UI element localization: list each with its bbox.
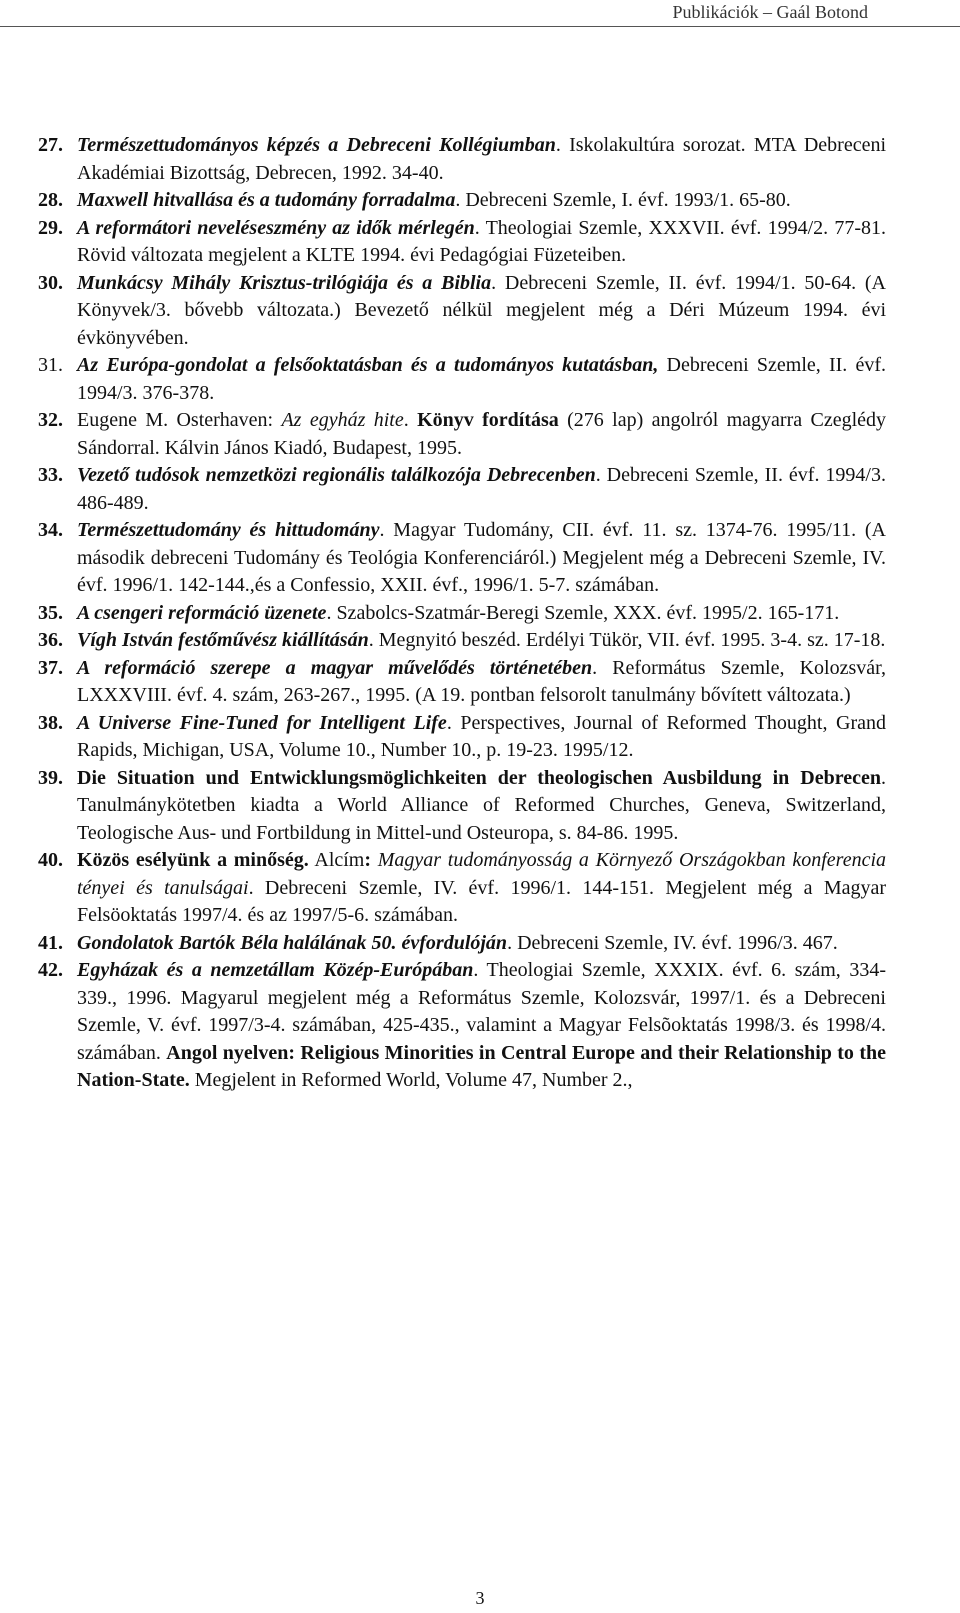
entry-italic-text: Az egyház hite [281, 409, 404, 431]
entry-number: 36. [38, 629, 63, 651]
entry-text: . Debreceni Szemle, IV. évf. 1996/3. 467. [507, 931, 838, 954]
entry-text: . Szabolcs-Szatmár-Beregi Szemle, XXX. évf. 1995/2. 165-171. [326, 601, 840, 624]
entry-number: 39. [38, 766, 63, 789]
header-rule [0, 26, 960, 27]
entry-title: : [364, 849, 372, 871]
entry-number: 31. [38, 354, 63, 376]
publication-entry [38, 655, 886, 710]
entry-title: A csengeri reformáció üzenete [77, 601, 327, 624]
entry-title: Maxwell hitvallása és a tudomány forradalma [77, 189, 456, 211]
publication-entry [38, 710, 886, 765]
publication-entry [38, 407, 886, 462]
publication-entry [38, 462, 886, 517]
entry-text: . Theologiai Szemle, XXXVII. évf. 1994/2. 77-81. Rövid változata megjelent a KLTE 1994. évi Pedagógiai Füzeteiben. [77, 216, 886, 266]
entry-number: 27. [38, 134, 63, 156]
publication-entry [38, 627, 886, 655]
entry-text: . [403, 409, 418, 431]
entry-number: 35. [38, 601, 63, 624]
entry-text: . Debreceni Szemle, IV. évf. 1996/1. 144-151. Megjelent még a Magyar Felsöoktatás 1997/4. és az 1997/5-6. számában. [77, 876, 887, 926]
entry-title: Egyházak és a nemzetállam Közép-Európában [77, 959, 474, 981]
entry-title: Természettudomány és hittudomány [77, 519, 380, 541]
entry-title: Az Európa-gondolat a felsőoktatásban és a tudományos kutatásban, [77, 354, 659, 376]
entry-text: . Perspectives, Journal of Reformed Thought, Grand Rapids, Michigan, USA, Volume 10., Number 10., p. 19-23. 1995/12. [77, 711, 887, 761]
publication-list [38, 132, 886, 1095]
entry-title: Természettudományos képzés a Debreceni Kollégiumban [77, 134, 556, 156]
entry-number: 28. [38, 189, 63, 211]
publication-entry [38, 352, 886, 407]
entry-title: A reformátori neveléseszmény az idők mérlegén [77, 216, 475, 239]
page-header [0, 0, 960, 26]
publication-entry [38, 765, 886, 848]
publication-entry [38, 215, 886, 270]
entry-title: Munkácsy Mihály Krisztus-trilógiája és a Biblia [77, 271, 492, 294]
entry-title: Gondolatok Bartók Béla halálának 50. évfordulóján [77, 931, 508, 954]
entry-text: (276 lap) angolról magyarra Czeglédy Sándorral. Kálvin János Kiadó, Budapest, 1995. [77, 409, 887, 459]
entry-number: 41. [38, 931, 63, 954]
entry-text: Megjelent in Reformed World, Volume 47, Number 2., [189, 1069, 633, 1091]
page-number: 3 [475, 1588, 485, 1608]
publication-entry [38, 930, 886, 958]
entry-number: 32. [38, 409, 63, 431]
entry-title: Angol nyelven: Religious Minorities in Central Europe and their Relationship to the Nation-State. [77, 1041, 886, 1091]
entry-text: . Magyar Tudomány, CII. évf. 11. sz. 1374-76. 1995/11. (A második debreceni Tudomány és Teológia Konferenciáról.) Megjelent még a Debreceni Szemle, IV. évf. 1996/1. 142-144.,és a Confessio, XXII. évf., 1996/1. 5-7. számában. [77, 519, 887, 596]
entry-number: 40. [38, 849, 63, 871]
entry-title: Vígh István festőművész kiállításán [77, 629, 369, 651]
entry-title: A reformáció szerepe a magyar művelődés történetében [77, 656, 593, 679]
entry-text: . Iskolakultúra sorozat. MTA Debreceni Akadémiai Bizottság, Debrecen, 1992. 34-40. [77, 134, 887, 184]
publication-entry [38, 600, 886, 628]
entry-title: Könyv fordítása [417, 409, 559, 431]
entry-number: 42. [38, 959, 63, 981]
publication-entry [38, 270, 886, 353]
publication-entry [38, 517, 886, 600]
entry-text: . Debreceni Szemle, I. évf. 1993/1. 65-80. [455, 189, 791, 211]
entry-text: Alcím [308, 849, 365, 871]
entry-number: 33. [38, 464, 63, 486]
publication-entry [38, 187, 886, 215]
header-title: Publikációk – Gaál Botond [672, 2, 868, 22]
entry-title: Közös esélyünk a minőség. [77, 849, 309, 871]
publication-entry [38, 132, 886, 187]
entry-text: . Református Szemle, Kolozsvár, LXXXVIII. évf. 4. szám, 263-267., 1995. (A 19. pontban felsorolt tanulmány bővített változata.) [77, 656, 886, 706]
entry-title: A Universe Fine-Tuned for Intelligent Life [77, 711, 447, 734]
publication-entry [38, 957, 886, 1095]
entry-number: 38. [38, 711, 63, 734]
publication-entry [38, 847, 886, 930]
entry-text: . Debreceni Szemle, II. évf. 1994/1. 50-64. (A Könyvek/3. bővebb változata.) Bevezető nélkül megjelent még a Déri Múzeum 1994. évi évkönyvében. [77, 271, 886, 349]
entry-text: . Theologiai Szemle, XXXIX. évf. 6. szám, 334-339., 1996. Magyarul megjelent még a Református Szemle, Kolozsvár, 1997/1. és a Debreceni Szemle, V. évf. 1997/3-4. számában, 425-435., valamint a Magyar Felsõoktatás 1998/3. és 1998/4. számában. [77, 959, 886, 1064]
entry-title: Die Situation und Entwicklungsmöglichkeiten der theologischen Ausbildung in Debrecen [77, 766, 881, 789]
entry-text: Eugene M. Osterhaven: [77, 409, 282, 431]
entry-number: 30. [38, 271, 63, 294]
entry-number: 34. [38, 519, 63, 541]
entry-text: . Debreceni Szemle, II. évf. 1994/3. 486-489. [77, 464, 886, 514]
entry-text: . Tanulmánykötetben kiadta a World Alliance of Reformed Churches, Geneva, Switzerland, Teologische Aus- und Fortbildung in Mittel-und Osteuropa, s. 84-86. 1995. [77, 766, 886, 844]
entry-title: Vezető tudósok nemzetközi regionális találkozója Debrecenben [77, 464, 596, 486]
entry-number: 37. [38, 656, 63, 679]
entry-number: 29. [38, 216, 63, 239]
entry-text: Debreceni Szemle, II. évf. 1994/3. 376-378. [77, 354, 886, 404]
entry-text: . Megnyitó beszéd. Erdélyi Tükör, VII. évf. 1995. 3-4. sz. 17-18. [368, 629, 886, 651]
entry-italic-text: Magyar tudományosság a Környező Országokban konferencia tényei és tanulságai [77, 849, 886, 899]
entry-text [371, 849, 378, 871]
